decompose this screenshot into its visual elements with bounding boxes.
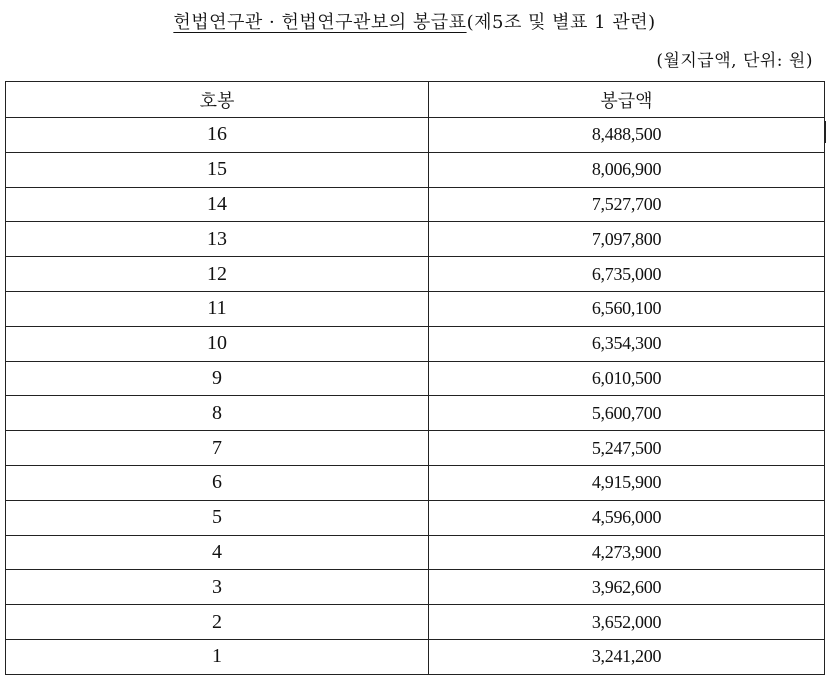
table-row (6, 570, 825, 605)
header-grade: 호봉 (6, 82, 429, 118)
grade-cell: 11 (6, 291, 429, 326)
table-row (6, 187, 825, 222)
amount-cell: 7,527,700 (429, 187, 825, 222)
document-title-main: 헌법연구관 · 헌법연구관보의 봉급표 (173, 12, 467, 33)
header-amount: 봉급액 (429, 82, 825, 118)
table-row (6, 291, 825, 326)
grade-cell: 8 (6, 396, 429, 431)
grade-cell: 4 (6, 535, 429, 570)
amount-cell: 8,006,900 (429, 152, 825, 187)
table-row (6, 500, 825, 535)
table-row (6, 639, 825, 674)
table-row (6, 431, 825, 466)
table-row (6, 118, 825, 153)
grade-cell: 2 (6, 605, 429, 640)
amount-cell: 8,488,500 (429, 118, 825, 153)
grade-cell: 14 (6, 187, 429, 222)
salary-table (5, 81, 825, 675)
grade-cell: 13 (6, 222, 429, 257)
grade-cell: 1 (6, 639, 429, 674)
grade-cell: 15 (6, 152, 429, 187)
table-row (6, 326, 825, 361)
document-title-suffix: (제5조 및 별표 1 관련) (466, 12, 656, 33)
grade-cell: 16 (6, 118, 429, 153)
table-row (6, 361, 825, 396)
grade-cell: 10 (6, 326, 429, 361)
text-cursor (825, 121, 826, 143)
table-row (6, 257, 825, 292)
unit-note: (월지급액, 단위: 원) (656, 51, 813, 71)
amount-cell: 6,010,500 (429, 361, 825, 396)
table-row (6, 222, 825, 257)
table-row (6, 152, 825, 187)
amount-cell: 4,596,000 (429, 500, 825, 535)
grade-cell: 3 (6, 570, 429, 605)
document-title (0, 8, 829, 34)
amount-cell: 3,241,200 (429, 639, 825, 674)
table-row (6, 465, 825, 500)
amount-cell: 6,735,000 (429, 257, 825, 292)
amount-cell: 4,273,900 (429, 535, 825, 570)
table-row (6, 396, 825, 431)
amount-cell: 4,915,900 (429, 465, 825, 500)
amount-cell: 5,600,700 (429, 396, 825, 431)
table-row (6, 605, 825, 640)
grade-cell: 6 (6, 465, 429, 500)
grade-cell: 12 (6, 257, 429, 292)
amount-cell: 3,652,000 (429, 605, 825, 640)
amount-cell: 6,354,300 (429, 326, 825, 361)
grade-cell: 5 (6, 500, 429, 535)
amount-cell: 7,097,800 (429, 222, 825, 257)
amount-cell: 3,962,600 (429, 570, 825, 605)
amount-cell: 5,247,500 (429, 431, 825, 466)
grade-cell: 7 (6, 431, 429, 466)
table-header-row (6, 82, 825, 118)
table-row (6, 535, 825, 570)
grade-cell: 9 (6, 361, 429, 396)
amount-cell: 6,560,100 (429, 291, 825, 326)
